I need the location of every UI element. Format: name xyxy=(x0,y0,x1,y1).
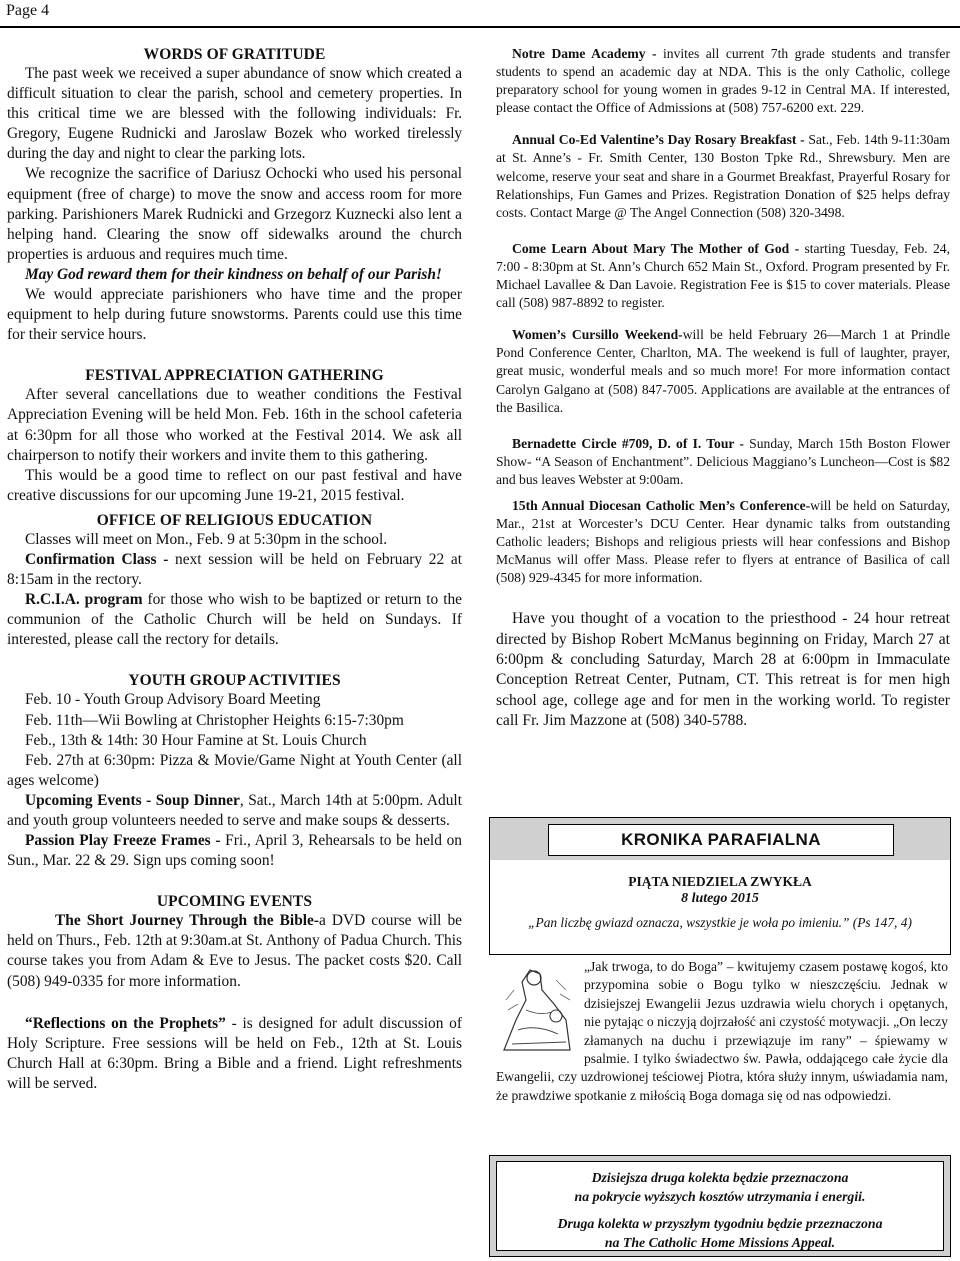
gratitude-blessing: May God reward them for their kindness on behalf of our Parish! xyxy=(25,265,442,283)
festival-paragraph-2: This would be a good time to reflect on our past festival and have creative discussions for our upcoming June 19-21, 2015 festival. xyxy=(7,466,462,504)
short-journey-paragraph xyxy=(7,911,462,991)
bernadette-text: Sunday, March 15th Boston Flower Show- “A Season of Enchantment”. Delicious Maggiano’s Luncheon—Cost is $82 and bus leaves Webster at 9:00am. xyxy=(496,435,950,487)
collection-inner xyxy=(496,1161,944,1251)
polish-text: „Jak trwoga, to do Boga” – kwitujemy czasem postawę kogoś, kto przypomina sobie o Bogu tylko w nieszczęściu. Jednak w dzisiejszej Ewangelii Jezus uzdrawia wielu chorych i opętanych, nie pytając o niczyją dojrzałość ani czystość motywacji. „On leczy złamanych na duchu i przewiązuje im rany” – śpiewamy w psalmie. I tylko świadectwo św. Pawła, oddającego całe życie dla Ewangelii, czy uzdrowionej teściowej Piotra, która służy innym, uświadamia nam, że prawdziwe spotkanie z miłością Boga domaga się od nas odpowiedzi. xyxy=(496,959,948,1103)
youth-item: Feb. 10 - Youth Group Advisory Board Meeting xyxy=(25,691,321,709)
gratitude-paragraph-4: We would appreciate parishioners who have time and the proper equipment to help during future snowstorms. Parents could use this time for their service hours. xyxy=(7,286,462,344)
soup-dinner-text: , Sat., March 14th at 5:00pm. Adult and youth group volunteers needed to serve and make soups & desserts. xyxy=(7,791,462,829)
religious-ed-title: OFFICE OF RELIGIOUS EDUCATION xyxy=(96,511,373,529)
youth-item: Feb., 13th & 14th: 30 Hour Famine at St. Louis Church xyxy=(25,731,367,749)
right-column xyxy=(496,30,950,731)
kronika-title: KRONIKA PARAFIALNA xyxy=(548,824,894,856)
mary-label: Come Learn About Mary The Mother of God - xyxy=(512,240,800,256)
festival-title: FESTIVAL APPRECIATION GATHERING xyxy=(85,367,384,385)
nda-text: invites all current 7th grade students and transfer students to spend an academic day at NDA. This is the only Catholic, college preparatory school for young women in grades 9-12 in Central MA. If interested, please contact the Office of Admissions at (508) 757-6200 ext. 229. xyxy=(496,46,950,116)
youth-item: Feb. 11th—Wii Bowling at Christopher Heights 6:15-7:30pm xyxy=(25,711,404,729)
collection-line-2: na pokrycie wyższych kosztów utrzymania i energii. xyxy=(574,1189,866,1204)
youth-item: Feb. 27th at 6:30pm: Pizza & Movie/Game Night at Youth Center (all ages welcome) xyxy=(7,751,462,789)
short-journey-label: The Short Journey Through the Bible- xyxy=(55,912,319,930)
short-journey-text: a DVD course will be held on Thurs., Feb. 12th at 9:30am.at St. Anthony of Padua Church. This course takes you from Adam & Eve to Jesus. The packet costs $20. Call (508) 949-0335 for more information. xyxy=(7,912,463,990)
rcia-text: for those who wish to be baptized or return to the communion of the Catholic Church will be held on Sundays. If interested, please call the rectory for details. xyxy=(7,591,463,649)
bernadette-paragraph xyxy=(496,435,950,489)
valentine-text: Sat., Feb. 14th 9-11:30am at St. Anne’s - Fr. Smith Center, 130 Boston Tpke Rd., Shrewsbury. Men are welcome, reserve your seat and share in a Gourmet Breakfast, Prayerful Rosary for Relationships, Fun Games and Prizes. Registration Donation of $25 helps defray costs. Contact Marge @ The Angel Connection (508) 320-3498. xyxy=(496,132,951,220)
conference-label: 15th Annual Diocesan Catholic Men’s Conference- xyxy=(512,497,811,513)
cursillo-paragraph xyxy=(496,326,950,416)
cursillo-text: will be held February 26—March 1 at Prindle Pond Conference Center, Charlton, MA. The weekend is full of laughter, prayer, great music, wonderful meals and so much more! For more information contact Carolyn Galgano at (508) 847-7005. Applications are available at the entrances of the Basilica. xyxy=(496,327,950,415)
page-header xyxy=(0,0,960,28)
gratitude-paragraph-1: The past week we received a super abundance of snow which created a difficult situation to clear the parish, school and cemetery properties. In this critical time we are blessed with the following individuals: Fr. Gregory, Eugene Rudnicki and Jaroslaw Bozek who worked tirelessly during the day and night to clear the parking lots. xyxy=(7,65,462,163)
header-rule xyxy=(0,26,960,28)
collection-line-1: Dzisiejsza druga kolekta będzie przeznaczona xyxy=(591,1170,849,1185)
religious-ed-classes: Classes will meet on Mon., Feb. 9 at 5:30pm in the school. xyxy=(25,530,388,548)
kronika-quote: „Pan liczbę gwiazd oznacza, wszystkie je woła po imieniu.” (Ps 147, 4) xyxy=(528,915,912,930)
upcoming-title: UPCOMING EVENTS xyxy=(156,893,313,911)
soup-dinner-label: Upcoming Events - Soup Dinner xyxy=(25,791,240,809)
kronika-sunday: PIĄTA NIEDZIELA ZWYKŁA xyxy=(628,874,812,889)
vocation-paragraph: Have you thought of a vocation to the priesthood - 24 hour retreat directed by Bishop Robert McManus beginning on Friday, March 27 at 6:00pm & concluding Saturday, March 28 at 6:00pm in Immaculate Conception Retreat Center, Putnam, CT. This retreat is for men high school age, college age and for men in the working world. To register call Fr. Jim Mazzone at (508) 340-5788. xyxy=(496,610,950,729)
polish-reflection xyxy=(496,958,948,1105)
confirmation-label: Confirmation Class - xyxy=(25,550,169,568)
conference-paragraph xyxy=(496,497,950,587)
confirmation-text: next session will be held on February 22 at 8:15am in the rectory. xyxy=(7,550,462,589)
left-column xyxy=(7,30,462,1094)
rcia-paragraph xyxy=(7,590,462,650)
youth-item xyxy=(7,831,462,871)
kronika-box xyxy=(489,817,951,955)
page-number: Page 4 xyxy=(6,2,50,19)
kronika-date: 8 lutego 2015 xyxy=(681,891,759,906)
bernadette-label: Bernadette Circle #709, D. of I. Tour - xyxy=(512,435,744,451)
reflections-paragraph xyxy=(7,1014,462,1094)
gratitude-title: WORDS OF GRATITUDE xyxy=(143,46,326,63)
youth-title: YOUTH GROUP ACTIVITIES xyxy=(128,672,341,690)
collection-line-4: na The Catholic Home Missions Appeal. xyxy=(604,1235,836,1250)
conference-text: will be held on Saturday, Mar., 21st at Worcester’s DCU Center. Hear dynamic talks from outstanding Catholic leaders; Bishops and religious priests will hear confessions and Bishop McManus will offer Mass. Please refer to flyers at entrance of Basilica of call (508) 929-4345 for more information. xyxy=(496,497,951,586)
nda-paragraph xyxy=(496,45,950,117)
festival-paragraph-1: After several cancellations due to weather conditions the Festival Appreciation Evening will be held Mon. Feb. 16th in the school cafeteria at 6:30pm for all those who worked at the Festival 2014. We ask all chairperson to notify their workers and invite them to this gathering. xyxy=(7,386,462,464)
collection-line-3: Druga kolekta w przyszłym tygodniu będzie przeznaczona xyxy=(557,1216,883,1231)
mary-text: starting Tuesday, Feb. 24, 7:00 - 8:30pm at St. Ann’s Church 652 Main St., Oxford. Program presented by Fr. Michael Lavallee & Dan Lavoie. Registration Fee is $15 to cover materials. Please call (508) 987-8892 to register. xyxy=(496,240,950,311)
collection-box xyxy=(489,1155,951,1257)
rcia-label: R.C.I.A. program xyxy=(25,591,143,609)
healing-sketch-illustration xyxy=(496,960,576,1056)
reflections-text: - is designed for adult discussion of Holy Scripture. Free sessions will be held on Feb., 12th at St. Louis Church Hall at 6:30pm. Bring a Bible and a friend. Light refreshments will be served. xyxy=(7,1014,462,1092)
reflections-label: “Reflections on the Prophets” xyxy=(25,1014,226,1032)
valentine-paragraph xyxy=(496,131,950,221)
passion-play-label: Passion Play Freeze Frames - xyxy=(25,832,221,850)
confirmation-paragraph xyxy=(7,550,462,590)
nda-label: Notre Dame Academy - xyxy=(512,46,657,61)
mary-paragraph xyxy=(496,240,950,312)
passion-play-text: Fri., April 3, Rehearsals to be held on Sun., Mar. 22 & 29. Sign ups coming soon! xyxy=(7,832,462,870)
cursillo-label: Women’s Cursillo Weekend- xyxy=(512,327,683,343)
youth-item xyxy=(7,791,462,831)
kronika-banner xyxy=(490,818,950,860)
valentine-label: Annual Co-Ed Valentine’s Day Rosary Breakfast - xyxy=(512,132,805,148)
gratitude-paragraph-2: We recognize the sacrifice of Dariusz Ochocki who used his personal equipment (free of charge) to move the snow and access room for more parking. Parishioners Marek Rudnicki and Grzegorz Kuznecki also lent a helping hand. Clearing the snow off sidewalks around the church properties is arduous and requires much time. xyxy=(7,165,462,263)
